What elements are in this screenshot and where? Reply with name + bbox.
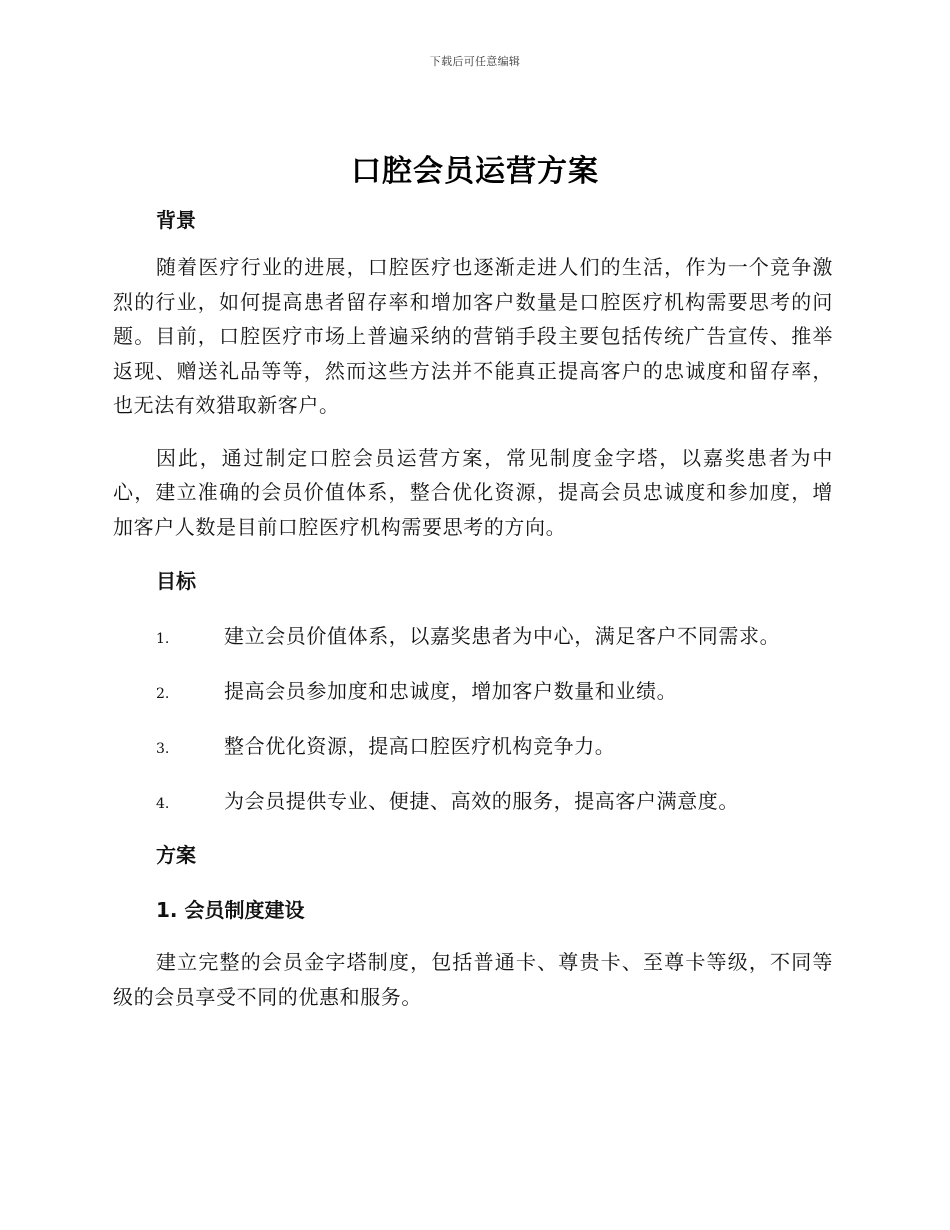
list-item-text: 建立会员价值体系，以嘉奖患者为中心，满足客户不同需求。 [224,624,781,648]
paragraph-membership: 建立完整的会员金字塔制度，包括普通卡、尊贵卡、至尊卡等级，不同等级的会员享受不同的优惠和服务。 [113,950,833,1009]
document-body [113,200,833,1014]
list-item [113,774,833,829]
paragraph-background-1: 随着医疗行业的进展，口腔医疗也逐渐走进人们的生活，作为一个竞争激烈的行业，如何提高患者留存率和增加客户数量是口腔医疗机构需要思考的问题。目前，口腔医疗市场上普遍采纳的营销手段主要包括传统广告宣传、推举返现、赠送礼品等等，然而这些方法并不能真正提高客户的忠诚度和留存率，也无法有效猎取新客户。 [113,255,833,417]
list-item [113,664,833,719]
section-plan [113,835,833,1014]
list-item-text: 提高会员参加度和忠诚度，增加客户数量和业绩。 [224,679,678,703]
list-item-text: 整合优化资源，提高口腔医疗机构竞争力。 [224,734,616,758]
list-item [113,719,833,774]
list-item [113,609,833,664]
section-heading-plan: 方案 [156,843,196,867]
section-goals [113,561,833,829]
list-item-number: 1. [156,631,170,647]
section-heading-goals: 目标 [156,569,196,593]
header-note: 下载后可任意编辑 [429,55,521,68]
goals-list [113,609,833,829]
list-item-number: 3. [156,741,170,757]
section-background [113,200,833,544]
document-title: 口腔会员运营方案 [351,154,599,189]
section-heading-background: 背景 [156,208,196,232]
list-item-number: 4. [156,796,170,812]
list-item-text: 为会员提供专业、便捷、高效的服务，提高客户满意度。 [224,789,739,813]
list-item-number: 2. [156,686,170,702]
subsection-heading-membership: 1. 会员制度建设 [156,898,305,922]
paragraph-background-2: 因此，通过制定口腔会员运营方案，常见制度金字塔，以嘉奖患者为中心，建立准确的会员价值体系，整合优化资源，提高会员忠诚度和参加度，增加客户人数是目前口腔医疗机构需要思考的方向。 [113,445,833,539]
